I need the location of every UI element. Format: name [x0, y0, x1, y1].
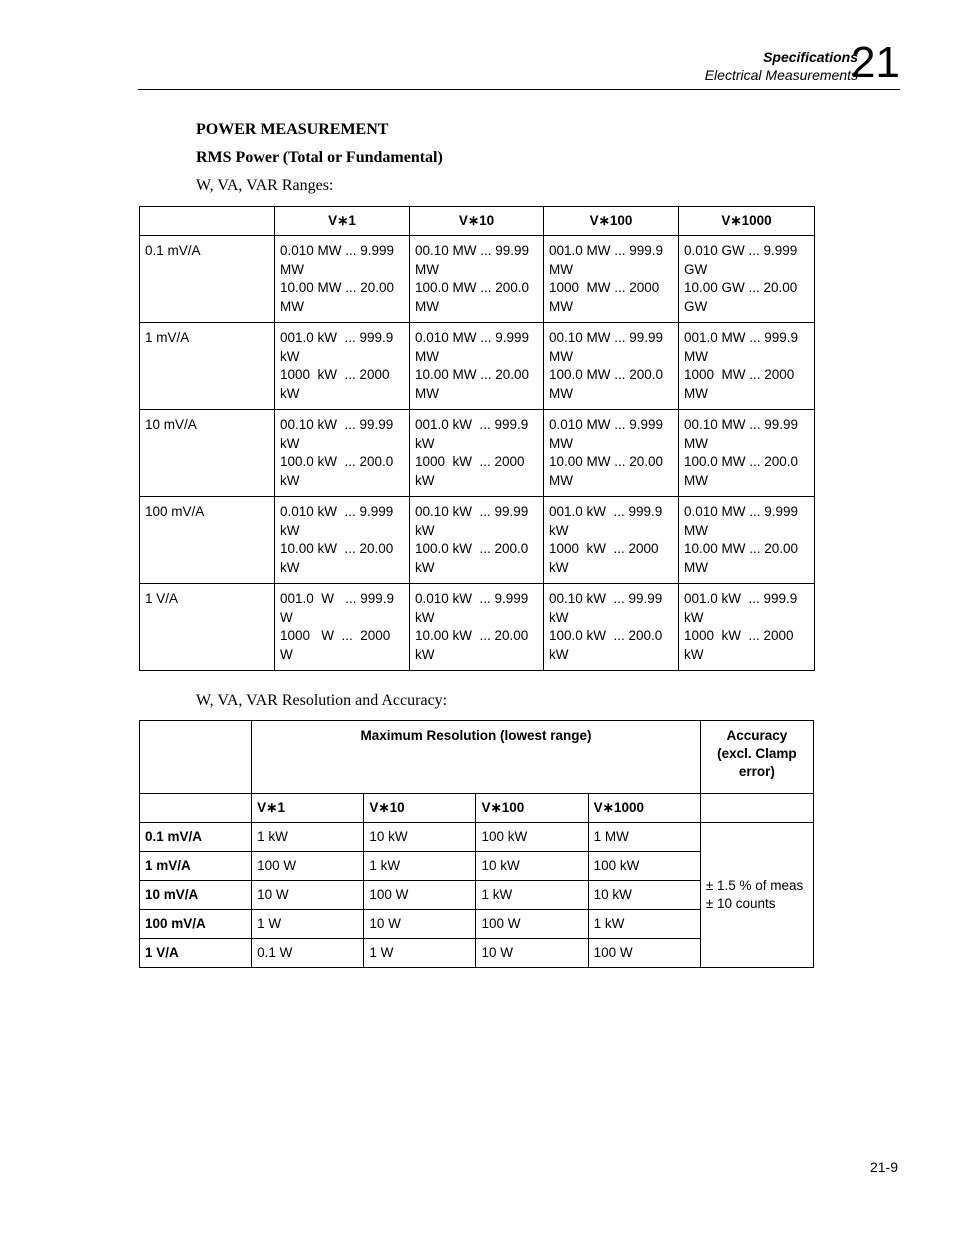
- range-cell-line: 100.0 kW ... 200.0: [280, 454, 394, 469]
- accuracy-line: ± 1.5 % of meas: [705, 878, 804, 893]
- subsection-heading: RMS Power (Total or Fundamental): [196, 149, 443, 166]
- resolution-cell: 100 W: [588, 939, 700, 968]
- max-resolution-header: Maximum Resolution (lowest range): [252, 721, 701, 794]
- table-row: [140, 823, 814, 852]
- range-cell: [410, 410, 544, 497]
- resolution-sub-header-row: [140, 794, 814, 823]
- table-row: [140, 236, 815, 323]
- range-cell-line: GW: [684, 298, 708, 314]
- range-cell-line: 001.0 MW ... 999.9: [549, 243, 664, 258]
- range-cell-line: MW: [415, 298, 439, 314]
- range-cell-line: 0.010 GW ... 9.999: [684, 243, 798, 258]
- empty-cell: [140, 794, 252, 823]
- accuracy-header: [700, 721, 813, 794]
- header-rule: [138, 89, 900, 90]
- range-cell-line: kW: [280, 385, 300, 401]
- header-text: [705, 48, 858, 84]
- range-cell: [275, 584, 410, 671]
- empty-cell: [140, 721, 252, 794]
- range-cell-line: 0.010 kW ... 9.999: [415, 591, 529, 606]
- range-cell-line: 001.0 MW ... 999.9: [684, 330, 799, 345]
- table-row: [140, 497, 815, 584]
- range-cell: [544, 236, 679, 323]
- range-cell-line: 10.00 MW ... 20.00: [415, 367, 530, 382]
- range-cell: [679, 497, 815, 584]
- range-cell-line: kW: [549, 609, 569, 625]
- range-cell-line: MW: [684, 522, 708, 538]
- range-cell-line: 001.0 kW ... 999.9: [684, 591, 798, 606]
- range-cell-line: 00.10 MW ... 99.99: [549, 330, 664, 345]
- resolution-cell: 1 W: [252, 910, 364, 939]
- ranges-col-header: V∗100: [544, 207, 679, 236]
- range-cell-line: kW: [415, 435, 435, 451]
- range-cell-line: W: [280, 646, 293, 662]
- resolution-table: [139, 720, 814, 968]
- range-cell-line: 1000 kW ... 2000: [684, 628, 794, 643]
- range-cell-line: W: [280, 609, 293, 625]
- resolution-cell: 100 W: [252, 852, 364, 881]
- range-cell-line: MW: [684, 472, 708, 488]
- range-cell-line: kW: [415, 472, 435, 488]
- range-cell-line: 10.00 GW ... 20.00: [684, 280, 798, 295]
- range-cell-line: MW: [549, 261, 573, 277]
- row-label: 100 mV/A: [140, 910, 252, 939]
- range-cell-line: 100.0 MW ... 200.0: [684, 454, 799, 469]
- table-row: [140, 584, 815, 671]
- range-cell-line: kW: [549, 559, 569, 575]
- resolution-top-row: [140, 721, 814, 794]
- header-subsection: Electrical Measurements: [704, 67, 858, 83]
- range-cell-line: 100.0 kW ... 200.0: [415, 541, 529, 556]
- resolution-cell: 1 kW: [252, 823, 364, 852]
- ranges-body: [140, 236, 815, 671]
- chapter-number: 21: [851, 38, 900, 87]
- range-cell: [679, 236, 815, 323]
- range-cell-line: kW: [684, 609, 704, 625]
- resolution-body: [140, 721, 814, 968]
- range-cell-line: MW: [415, 348, 439, 364]
- range-cell: [275, 323, 410, 410]
- range-cell-line: 00.10 kW ... 99.99: [280, 417, 394, 432]
- resolution-cell: 100 W: [364, 881, 476, 910]
- resolution-cell: 1 kW: [364, 852, 476, 881]
- resolution-intro: W, VA, VAR Resolution and Accuracy:: [196, 692, 448, 709]
- range-cell-line: 10.00 MW ... 20.00: [549, 454, 664, 469]
- sub-col-header: V∗1000: [588, 794, 700, 823]
- range-cell-line: MW: [280, 298, 304, 314]
- range-cell-line: MW: [684, 559, 708, 575]
- range-cell-line: 1000 MW ... 2000: [549, 280, 660, 295]
- range-cell-line: 00.10 kW ... 99.99: [549, 591, 663, 606]
- range-cell: [679, 584, 815, 671]
- row-label: 1 V/A: [140, 584, 275, 671]
- range-cell-line: 001.0 W ... 999.9: [280, 591, 395, 606]
- range-cell-line: GW: [684, 261, 708, 277]
- ranges-col-header: V∗1: [275, 207, 410, 236]
- resolution-cell: 0.1 W: [252, 939, 364, 968]
- range-cell-line: 0.010 kW ... 9.999: [280, 504, 394, 519]
- range-cell-line: 0.010 MW ... 9.999: [549, 417, 664, 432]
- range-cell: [275, 410, 410, 497]
- range-cell-line: MW: [415, 261, 439, 277]
- resolution-cell: 10 W: [476, 939, 588, 968]
- range-cell: [544, 323, 679, 410]
- resolution-cell: 1 kW: [476, 881, 588, 910]
- resolution-cell: 1 kW: [588, 910, 700, 939]
- range-cell-line: 00.10 kW ... 99.99: [415, 504, 529, 519]
- ranges-col-header: V∗1000: [679, 207, 815, 236]
- range-cell-line: MW: [684, 348, 708, 364]
- resolution-cell: 100 W: [476, 910, 588, 939]
- range-cell-line: 00.10 MW ... 99.99: [415, 243, 530, 258]
- ranges-table: [139, 206, 815, 671]
- resolution-cell: 1 W: [364, 939, 476, 968]
- range-cell: [679, 410, 815, 497]
- ranges-col-header: [140, 207, 275, 236]
- range-cell: [679, 323, 815, 410]
- accuracy-cell: [700, 823, 813, 968]
- resolution-cell: 10 kW: [476, 852, 588, 881]
- row-label: 100 mV/A: [140, 497, 275, 584]
- ranges-intro: W, VA, VAR Ranges:: [196, 177, 334, 194]
- range-cell-line: kW: [280, 522, 300, 538]
- range-cell-line: 1000 MW ... 2000: [684, 367, 795, 382]
- accuracy-header-line: (excl. Clamp: [717, 746, 797, 761]
- range-cell-line: 0.010 MW ... 9.999: [684, 504, 799, 519]
- range-cell-line: 100.0 MW ... 200.0: [415, 280, 530, 295]
- range-cell-line: 1000 W ... 2000: [280, 628, 391, 643]
- sub-col-header: V∗100: [476, 794, 588, 823]
- table-row: [140, 323, 815, 410]
- row-label: 10 mV/A: [140, 881, 252, 910]
- range-cell-line: kW: [280, 348, 300, 364]
- range-cell-line: MW: [549, 472, 573, 488]
- range-cell-line: MW: [549, 385, 573, 401]
- range-cell-line: MW: [684, 385, 708, 401]
- row-label: 1 V/A: [140, 939, 252, 968]
- range-cell-line: 10.00 kW ... 20.00: [280, 541, 394, 556]
- range-cell-line: kW: [280, 435, 300, 451]
- range-cell-line: MW: [549, 435, 573, 451]
- table-row: [140, 410, 815, 497]
- ranges-col-header: V∗10: [410, 207, 544, 236]
- range-cell-line: 10.00 MW ... 20.00: [684, 541, 799, 556]
- sub-col-header: V∗10: [364, 794, 476, 823]
- range-cell-line: 10.00 MW ... 20.00: [280, 280, 395, 295]
- range-cell-line: kW: [415, 609, 435, 625]
- range-cell-line: 10.00 kW ... 20.00: [415, 628, 529, 643]
- range-cell-line: MW: [280, 261, 304, 277]
- range-cell-line: kW: [280, 559, 300, 575]
- range-cell-line: 1000 kW ... 2000: [280, 367, 390, 382]
- resolution-cell: 10 kW: [364, 823, 476, 852]
- accuracy-header-line: Accuracy: [726, 728, 788, 743]
- range-cell-line: MW: [684, 435, 708, 451]
- section-heading: POWER MEASUREMENT: [196, 121, 389, 138]
- resolution-cell: 1 MW: [588, 823, 700, 852]
- row-label: 0.1 mV/A: [140, 236, 275, 323]
- row-label: 0.1 mV/A: [140, 823, 252, 852]
- range-cell-line: 001.0 kW ... 999.9: [415, 417, 529, 432]
- range-cell: [410, 236, 544, 323]
- range-cell-line: MW: [549, 348, 573, 364]
- range-cell-line: kW: [415, 646, 435, 662]
- empty-cell: [700, 794, 813, 823]
- range-cell: [275, 497, 410, 584]
- range-cell-line: kW: [415, 559, 435, 575]
- range-cell-line: kW: [684, 646, 704, 662]
- range-cell-line: kW: [415, 522, 435, 538]
- range-cell: [544, 497, 679, 584]
- range-cell-line: 001.0 kW ... 999.9: [549, 504, 663, 519]
- row-label: 1 mV/A: [140, 852, 252, 881]
- resolution-cell: 10 W: [252, 881, 364, 910]
- resolution-cell: 10 kW: [588, 881, 700, 910]
- row-label: 1 mV/A: [140, 323, 275, 410]
- range-cell: [544, 410, 679, 497]
- range-cell: [544, 584, 679, 671]
- range-cell-line: kW: [549, 522, 569, 538]
- range-cell-line: kW: [549, 646, 569, 662]
- accuracy-header-line: error): [738, 764, 775, 779]
- range-cell-line: 100.0 kW ... 200.0: [549, 628, 663, 643]
- range-cell-line: 00.10 MW ... 99.99: [684, 417, 799, 432]
- range-cell-line: 1000 kW ... 2000: [415, 454, 525, 469]
- resolution-cell: 100 kW: [588, 852, 700, 881]
- range-cell-line: kW: [280, 472, 300, 488]
- resolution-cell: 10 W: [364, 910, 476, 939]
- header-section: Specifications: [763, 49, 858, 65]
- range-cell-line: MW: [415, 385, 439, 401]
- range-cell-line: 100.0 MW ... 200.0: [549, 367, 664, 382]
- row-label: 10 mV/A: [140, 410, 275, 497]
- range-cell-line: 1000 kW ... 2000: [549, 541, 659, 556]
- range-cell: [410, 584, 544, 671]
- accuracy-line: ± 10 counts: [705, 896, 776, 911]
- resolution-cell: 100 kW: [476, 823, 588, 852]
- range-cell-line: 0.010 MW ... 9.999: [415, 330, 530, 345]
- range-cell: [275, 236, 410, 323]
- sub-col-header: V∗1: [252, 794, 364, 823]
- range-cell: [410, 323, 544, 410]
- range-cell-line: MW: [549, 298, 573, 314]
- range-cell: [410, 497, 544, 584]
- ranges-header-row: [140, 207, 815, 236]
- page-number: 21-9: [869, 1159, 898, 1175]
- range-cell-line: 001.0 kW ... 999.9: [280, 330, 394, 345]
- range-cell-line: 0.010 MW ... 9.999: [280, 243, 395, 258]
